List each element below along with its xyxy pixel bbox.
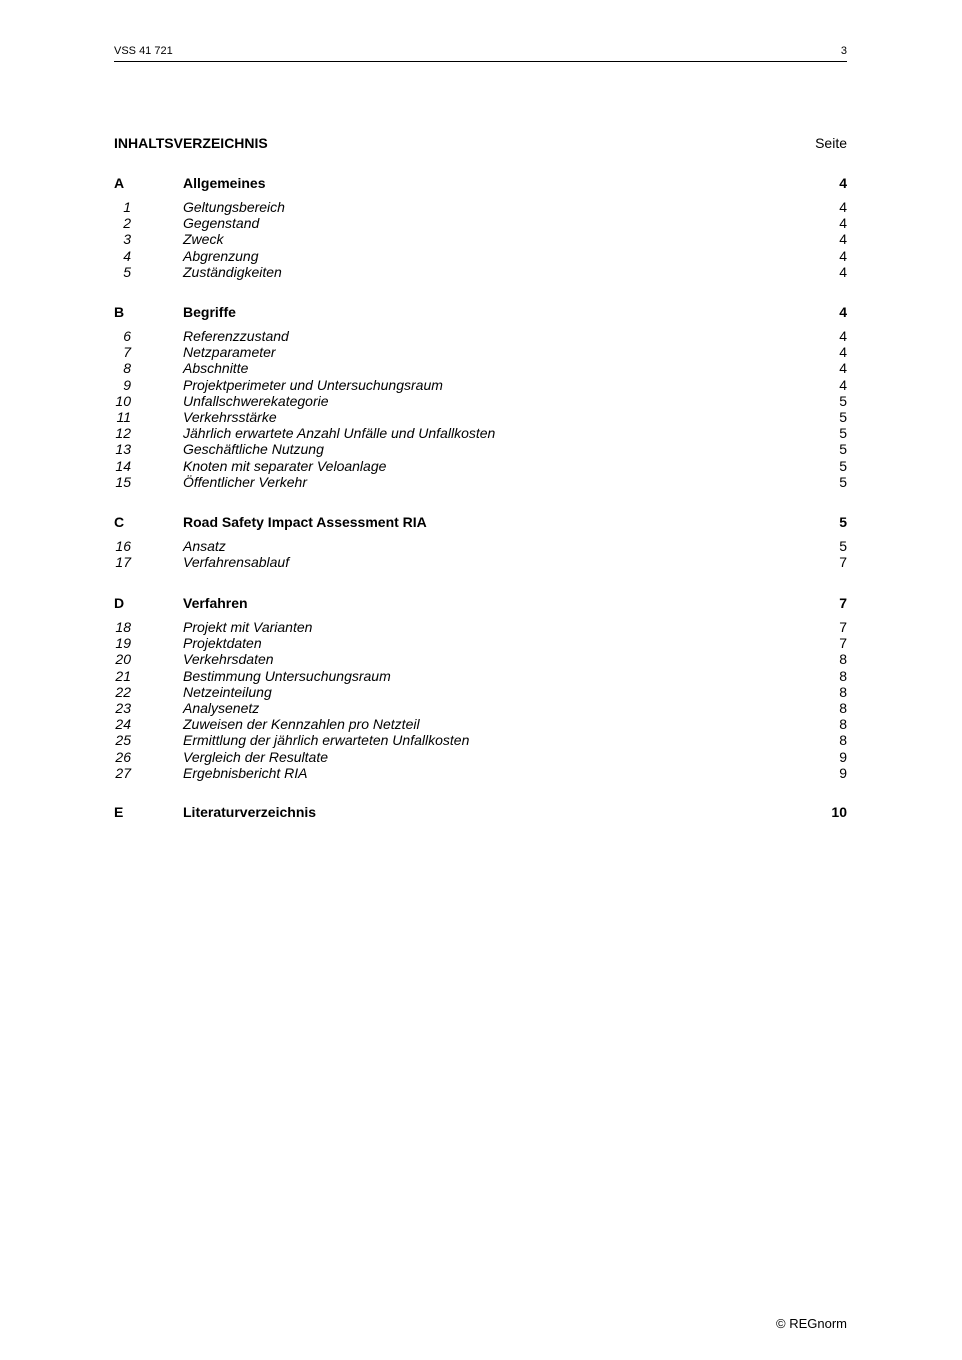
toc-entry[interactable] <box>114 441 847 457</box>
toc-entry[interactable] <box>114 554 847 570</box>
toc-entry[interactable] <box>114 474 847 490</box>
toc-entry[interactable] <box>114 231 847 247</box>
entry-page: 5 <box>839 441 847 458</box>
entry-title: Gegenstand <box>183 215 260 232</box>
entry-title: Geltungsbereich <box>183 199 285 215</box>
entry-page: 4 <box>839 215 847 232</box>
entry-title: Projektperimeter und Untersuchungsraum <box>183 376 443 393</box>
entry-page: 4 <box>839 199 847 215</box>
entry-page: 5 <box>839 425 847 442</box>
copyright-notice: © REGnorm <box>776 1316 847 1331</box>
section-title: Literaturverzeichnis <box>183 804 317 820</box>
entry-page: 4 <box>839 360 847 377</box>
toc-entry[interactable] <box>114 393 847 409</box>
toc-entry[interactable] <box>114 425 847 441</box>
entry-page: 9 <box>839 764 847 781</box>
entry-title: Zuweisen der Kennzahlen pro Netzteil <box>183 716 420 733</box>
toc-entry[interactable] <box>114 458 847 474</box>
toc-entry[interactable] <box>114 668 847 684</box>
section-letter: B <box>114 304 125 320</box>
section-heading[interactable] <box>114 174 847 192</box>
entry-number: 2 <box>123 215 131 232</box>
toc-entry[interactable] <box>114 344 847 360</box>
entry-number: 15 <box>115 473 131 490</box>
toc-section-e <box>114 803 847 828</box>
entry-title: Analysenetz <box>183 699 260 716</box>
entry-page: 7 <box>839 635 847 652</box>
toc-section-b <box>114 303 847 490</box>
section-page: 4 <box>839 175 847 191</box>
entry-title: Verkehrsdaten <box>183 651 274 668</box>
entry-number: 11 <box>116 408 131 425</box>
toc-entry[interactable] <box>114 716 847 732</box>
toc-entry[interactable] <box>114 538 847 554</box>
toc-entry[interactable] <box>114 264 847 280</box>
entry-title: Unfallschwerekategorie <box>183 392 329 409</box>
entry-page: 7 <box>839 554 847 571</box>
entry-title: Netzeinteilung <box>183 683 272 700</box>
entry-title: Bestimmung Untersuchungsraum <box>183 667 391 684</box>
section-heading[interactable] <box>114 513 847 531</box>
section-page: 7 <box>839 595 847 611</box>
entry-page: 4 <box>839 263 847 280</box>
toc-entry[interactable] <box>114 248 847 264</box>
entry-page: 8 <box>839 651 847 668</box>
section-title: Verfahren <box>183 595 248 611</box>
entry-page: 8 <box>839 683 847 700</box>
toc-heading <box>114 135 847 153</box>
entry-number: 19 <box>115 635 131 652</box>
entry-number: 24 <box>115 716 131 733</box>
entry-title: Ermittlung der jährlich erwarteten Unfallkosten <box>183 732 470 749</box>
section-letter: E <box>114 804 124 820</box>
toc-section-a <box>114 174 847 280</box>
entry-number: 18 <box>115 619 131 635</box>
entry-number: 13 <box>115 441 131 458</box>
entry-page: 4 <box>839 376 847 393</box>
entry-title: Netzparameter <box>183 344 276 361</box>
toc-entry[interactable] <box>114 651 847 667</box>
toc-entry[interactable] <box>114 619 847 635</box>
entry-number: 26 <box>115 748 131 765</box>
entry-number: 10 <box>115 392 131 409</box>
entry-title: Referenzzustand <box>183 328 289 344</box>
entry-page: 7 <box>839 619 847 635</box>
entry-number: 17 <box>115 554 131 571</box>
entry-page: 8 <box>839 732 847 749</box>
toc-entry[interactable] <box>114 215 847 231</box>
entry-title: Öffentlicher Verkehr <box>183 473 307 490</box>
toc-entry[interactable] <box>114 360 847 376</box>
document-code: VSS 41 721 <box>114 45 173 57</box>
entry-page: 5 <box>839 392 847 409</box>
entry-title: Verfahrensablauf <box>183 554 290 571</box>
entry-number: 27 <box>115 764 131 781</box>
section-page: 4 <box>839 304 847 320</box>
toc-entry[interactable] <box>114 749 847 765</box>
entry-number: 4 <box>123 247 131 264</box>
entry-number: 16 <box>115 538 131 554</box>
entry-page: 4 <box>839 344 847 361</box>
toc-entry[interactable] <box>114 409 847 425</box>
entry-number: 22 <box>115 683 131 700</box>
entry-page: 9 <box>839 748 847 765</box>
entry-title: Zweck <box>183 231 224 248</box>
entry-page: 5 <box>839 473 847 490</box>
entry-title: Abschnitte <box>183 360 249 377</box>
toc-section-c <box>114 513 847 570</box>
section-title: Begriffe <box>183 304 236 320</box>
entry-title: Projekt mit Varianten <box>183 619 313 635</box>
entry-number: 21 <box>115 667 131 684</box>
section-title: Road Safety Impact Assessment RIA <box>183 514 427 530</box>
entry-title: Verkehrsstärke <box>183 408 277 425</box>
entry-title: Knoten mit separater Veloanlage <box>183 457 387 474</box>
entry-page: 8 <box>839 667 847 684</box>
entry-title: Projektdaten <box>183 635 262 652</box>
entry-number: 14 <box>115 457 131 474</box>
toc-entry[interactable] <box>114 765 847 781</box>
section-heading[interactable] <box>114 303 847 321</box>
toc-entry[interactable] <box>114 328 847 344</box>
entry-page: 5 <box>839 538 847 554</box>
entry-title: Vergleich der Resultate <box>183 748 329 765</box>
section-letter: C <box>114 514 125 530</box>
toc-entry[interactable] <box>114 700 847 716</box>
entry-page: 5 <box>839 408 847 425</box>
entry-page: 8 <box>839 716 847 733</box>
entry-number: 6 <box>123 328 131 344</box>
toc-entry[interactable] <box>114 377 847 393</box>
entry-page: 4 <box>839 231 847 248</box>
entry-number: 3 <box>123 231 131 248</box>
entry-page: 8 <box>839 699 847 716</box>
entry-number: 8 <box>123 360 131 377</box>
toc-title: INHALTSVERZEICHNIS <box>114 135 268 151</box>
entry-page: 4 <box>839 247 847 264</box>
toc-entry[interactable] <box>114 199 847 215</box>
section-page: 10 <box>831 804 847 820</box>
page-number: 3 <box>840 45 847 57</box>
page-header <box>114 44 847 62</box>
section-page: 5 <box>839 514 847 530</box>
section-letter: A <box>114 175 125 191</box>
entry-number: 7 <box>123 344 131 361</box>
toc-entry[interactable] <box>114 732 847 748</box>
entry-number: 20 <box>115 651 131 668</box>
entry-number: 12 <box>115 425 131 442</box>
page-column-label: Seite <box>815 135 847 151</box>
toc-section-d <box>114 594 847 781</box>
entry-number: 5 <box>123 263 131 280</box>
entry-title: Abgrenzung <box>183 247 259 264</box>
entry-number: 9 <box>123 376 131 393</box>
entry-title: Geschäftliche Nutzung <box>183 441 324 458</box>
entry-page: 5 <box>839 457 847 474</box>
entry-page: 4 <box>839 328 847 344</box>
entry-number: 1 <box>123 199 131 215</box>
section-heading[interactable] <box>114 594 847 612</box>
section-title: Allgemeines <box>183 175 266 191</box>
entry-title: Ansatz <box>183 538 226 554</box>
entry-number: 25 <box>115 732 131 749</box>
entry-number: 23 <box>115 699 131 716</box>
section-heading[interactable] <box>114 803 847 821</box>
toc-entry[interactable] <box>114 635 847 651</box>
entry-title: Jährlich erwartete Anzahl Unfälle und Unfallkosten <box>183 425 496 442</box>
entry-title: Ergebnisbericht RIA <box>183 764 308 781</box>
section-letter: D <box>114 595 125 611</box>
entry-title: Zuständigkeiten <box>183 263 282 280</box>
toc-entry[interactable] <box>114 684 847 700</box>
